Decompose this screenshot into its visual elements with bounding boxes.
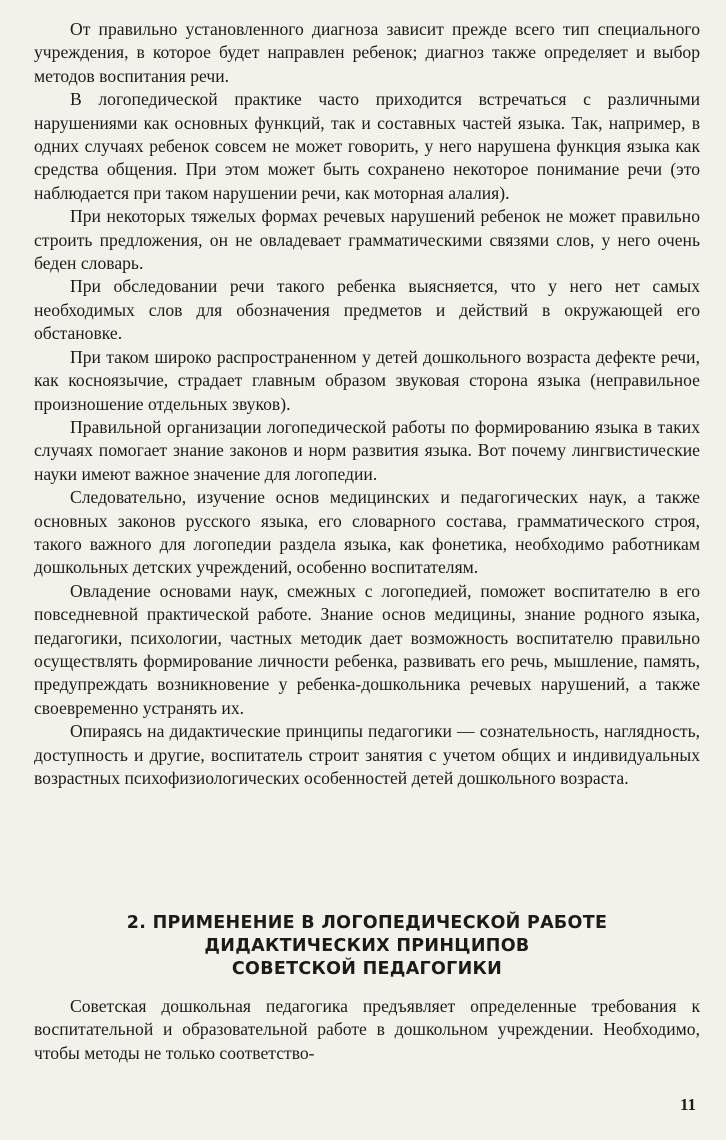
section-heading-line-3: СОВЕТСКОЙ ПЕДАГОГИКИ <box>231 959 503 979</box>
paragraph-didactic-principles: Опираясь на дидактические принципы педагогики — сознательность, наглядность, доступность и другие, воспитатель строит занятия с учетом общих и индивидуальных возрастных психофизиологических особенностей детей дошкольного возраста. <box>34 721 700 788</box>
section-heading <box>34 912 700 981</box>
paragraph-linguistics: Правильной организации логопедической работы по формированию языка в таких случаях помогает знание законов и норм развития языка. Вот почему лингвистические науки имеют важное значение для логопедии. <box>34 416 700 484</box>
paragraph-diagnosis: От правильно установленного диагноза зависит прежде всего тип специального учреждения, в которое будет направлен ребенок; диагноз также определяет и выбор методов воспитания речи. <box>34 19 700 86</box>
section-heading-line-2: ДИДАКТИЧЕСКИХ ПРИНЦИПОВ <box>204 936 530 956</box>
body-text <box>34 18 700 790</box>
paragraph-severe-forms: При некоторых тяжелых формах речевых нарушений ребенок не может правильно строить предложения, он не овладевает грамматическими связями слов, у него очень беден словарь. <box>34 206 700 274</box>
paragraph-speech-disorders: В логопедической практике часто приходится встречаться с различными нарушениями как основных функций, так и составных частей языка. Так, например, в одних случаях ребенок совсем не может говорить, у него нарушена функция языка как средства общения. При этом может быть сохранено некоторое понимание речи (это наблюдается при таком нарушении речи, как моторная алалия). <box>34 89 700 203</box>
paragraph-mastering-sciences: Овладение основами наук, смежных с логопедией, поможет воспитателю в его повседневной практической работе. Знание основ медицины, знание родного языка, педагогики, психологии, частных методик дает возможность воспитателю правильно осуществлять формирование личности ребенка, развивать его речь, мышление, память, предупреждать возникновение у ребенка-дошкольника речевых нарушений, а также своевременно устранять их. <box>34 580 700 718</box>
paragraph-dyslalia: При таком широко распространенном у детей дошкольного возраста дефекте речи, как косноязычие, страдает главным образом звуковая сторона языка (неправильное произношение отдельных звуков). <box>34 346 700 414</box>
section-heading-line-1: 2. ПРИМЕНЕНИЕ В ЛОГОПЕДИЧЕСКОЙ РАБОТЕ <box>126 913 608 933</box>
paragraph-soviet-pedagogy: Советская дошкольная педагогика предъявляет определенные требования к воспитательной и образовательной работе в дошкольном учреждении. Необходимо, чтобы методы не только соответство- <box>34 996 700 1063</box>
page-number: 11 <box>680 1095 697 1114</box>
paragraph-examination: При обследовании речи такого ребенка выясняется, что у него нет самых необходимых слов для обозначения предметов и действий в окружающей его обстановке. <box>34 276 700 344</box>
paragraph-study-foundations: Следовательно, изучение основ медицинских и педагогических наук, а также основных законов русского языка, его словарного состава, грамматического строя, такого важного для логопедии раздела языка, как фонетика, необходимо работникам дошкольных детских учреждений, особенно воспитателям. <box>34 487 700 578</box>
section-body <box>34 995 700 1065</box>
